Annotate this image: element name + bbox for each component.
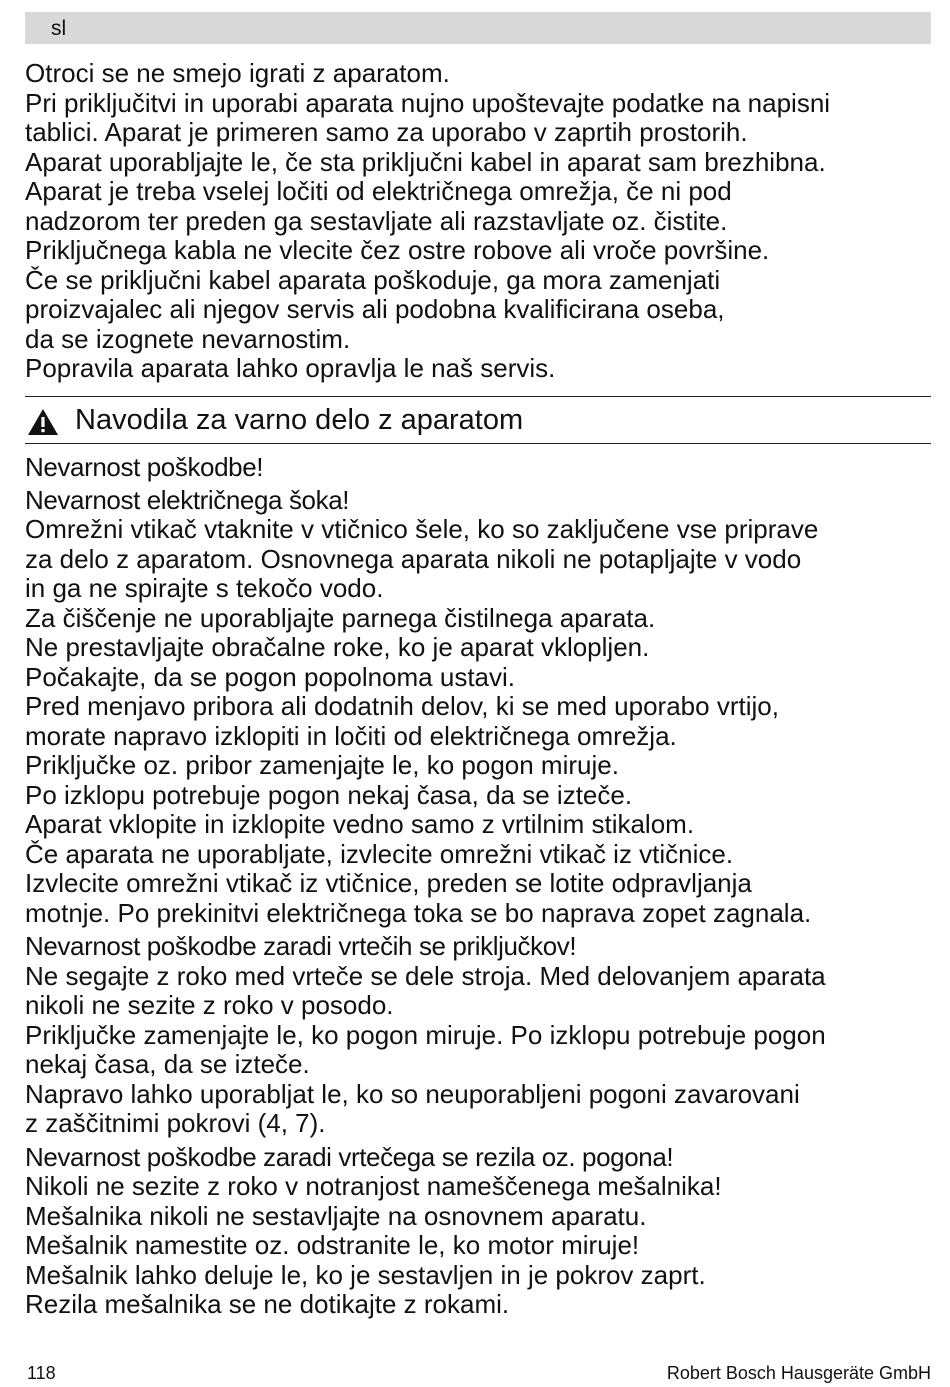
text-line: Po izklopu potrebuje pogon nekaj časa, da se izteče. [25, 779, 633, 810]
text-line: Otroci se ne smejo igrati z aparatom. [25, 58, 450, 88]
language-code: sl [51, 17, 67, 40]
intro-text [25, 59, 945, 384]
text-line: Rezila mešalnika se ne dotikajte z rokami. [25, 1289, 510, 1319]
text-line: Napravo lahko uporabljat le, ko so neuporabljeni pogoni zavarovani [25, 1078, 800, 1109]
warning-subheading: Nevarnost poškodbe zaradi vrtečih se priključkov! [25, 931, 577, 961]
language-bar [25, 12, 931, 44]
text-line: morate napravo izklopiti in ločiti od električnega omrežja. [25, 720, 677, 751]
warning-triangle-icon [27, 408, 59, 436]
text-line: Mešalnik namestite oz. odstranite le, ko motor miruje! [25, 1230, 640, 1260]
text-line: za delo z aparatom. Osnovnega aparata nikoli ne potapljajte v vodo [25, 543, 802, 574]
text-line: nekaj časa, da se izteče. [25, 1049, 310, 1079]
text-line: Ne segajte z roko med vrteče se dele stroja. Med delovanjem aparata [25, 960, 826, 991]
text-line: da se izognete nevarnostim. [25, 323, 351, 354]
text-line: proizvajalec ali njegov servis ali podobna kvalificirana oseba, [25, 294, 725, 324]
text-line: Če aparata ne uporabljate, izvlecite omrežni vtikač iz vtičnice. [25, 838, 734, 869]
text-line: Mešalnik lahko deluje le, ko je sestavljen in je pokrov zaprt. [25, 1259, 706, 1290]
text-line: Priključke oz. pribor zamenjajte le, ko pogon miruje. [25, 750, 619, 780]
text-line: Pred menjavo pribora ali dodatnih delov, ki se med uporabo vrtijo, [25, 691, 779, 721]
text-line: Ne prestavljajte obračalne roke, ko je aparat vklopljen. [25, 632, 650, 662]
text-line: Izvlecite omrežni vtikač iz vtičnice, preden se lotite odpravljanja [25, 868, 752, 898]
text-line: nadzorom ter preden ga sestavljate ali razstavljate oz. čistite. [25, 205, 728, 236]
text-line: nikoli ne sezite z roko v posodo. [25, 990, 394, 1020]
company-name: Robert Bosch Hausgeräte GmbH [666, 1363, 931, 1383]
text-line: Omrežni vtikač vtaknite v vtičnico šele, ko so zaključene vse priprave [25, 514, 819, 544]
text-line: Popravila aparata lahko opravlja le naš servis. [25, 353, 556, 383]
text-line: Priključke zamenjajte le, ko pogon miruje. Po izklopu potrebuje pogon [25, 1019, 826, 1050]
text-line: Če se priključni kabel aparata poškoduje, ga mora zamenjati [25, 264, 721, 295]
text-line: z zaščitnimi pokrovi (4, 7). [25, 1108, 326, 1138]
safety-instructions [25, 453, 945, 1320]
text-line: Aparat uporabljajte le, če sta priključni kabel in aparat sam brezhibna. [25, 146, 826, 177]
text-line: Za čiščenje ne uporabljajte parnega čistilnega aparata. [25, 602, 656, 633]
section-title: Navodila za varno delo z aparatom [75, 404, 524, 436]
text-line: Aparat vklopite in izklopite vedno samo z vrtilnim stikalom. [25, 809, 695, 839]
text-line: motnje. Po prekinitvi električnega toka se bo naprava zopet zagnala. [25, 897, 812, 928]
text-line: Pri priključitvi in uporabi aparata nujno upoštevajte podatke na napisni [25, 87, 831, 118]
text-line: Priključnega kabla ne vlecite čez ostre robove ali vroče površine. [25, 235, 770, 265]
text-line: Počakajte, da se pogon popolnoma ustavi. [25, 661, 516, 692]
warning-subheading: Nevarnost električnega šoka! [25, 484, 350, 515]
page-number: 118 [27, 1363, 56, 1383]
text-line: Nikoli ne sezite z roko v notranjost nameščenega mešalnika! [25, 1171, 722, 1201]
section-heading [25, 396, 931, 444]
text-line: tablici. Aparat je primeren samo za uporabo v zaprtih prostorih. [25, 117, 748, 147]
text-line: in ga ne spirajte s tekočo vodo. [25, 573, 384, 603]
text-line: Aparat je treba vselej ločiti od električnega omrežja, če ni pod [25, 176, 732, 206]
warning-subheading: Nevarnost poškodbe! [25, 452, 264, 482]
warning-subheading: Nevarnost poškodbe zaradi vrtečega se rezila oz. pogona! [25, 1141, 674, 1172]
text-line: Mešalnika nikoli ne sestavljajte na osnovnem aparatu. [25, 1200, 647, 1231]
